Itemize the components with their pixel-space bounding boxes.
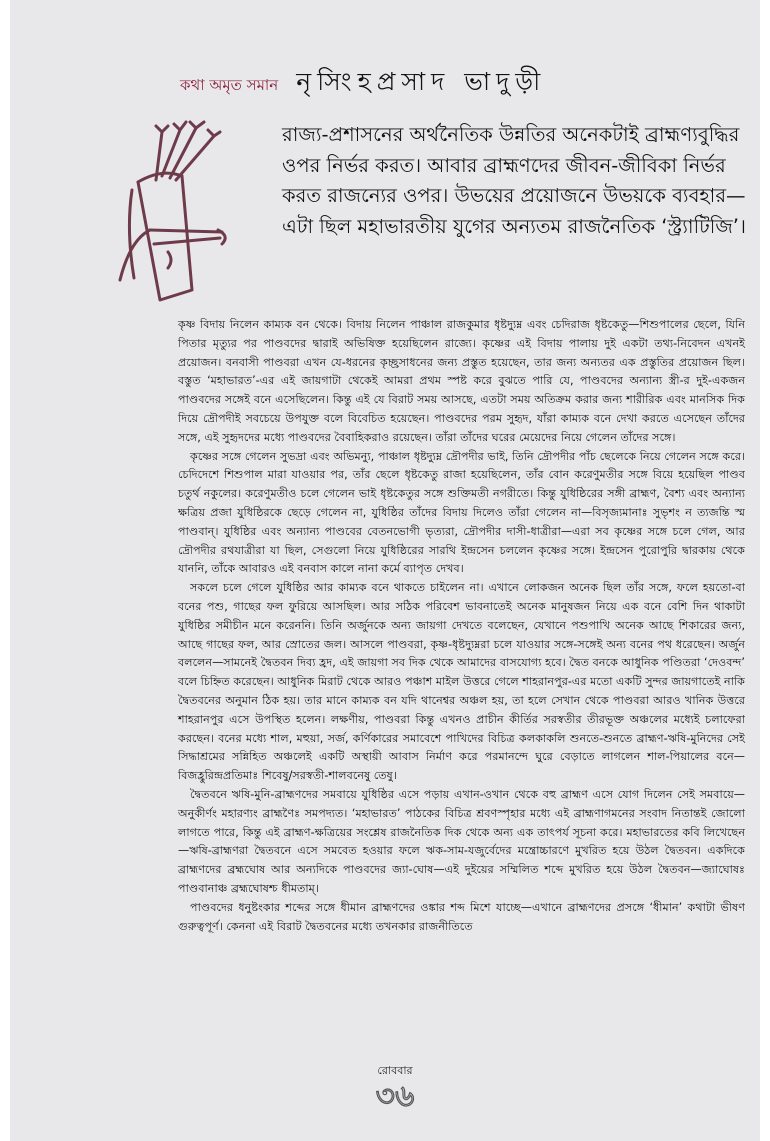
- paragraph: কৃষ্ণ বিদায় নিলেন কাম্যক বন থেকে। বিদায় নিলেন পাঞ্চাল রাজকুমার ধৃষ্টদ্যুম্ন এবং চেদিরাজ ধৃষ্টকেতু—শিশুপালের ছেলে, যিনি পিতার মৃত্যুর পর পাণ্ডবদের দ্বারাই অভিষিক্ত হয়েছিলেন রাজ্যে। কৃষ্ণের এই বিদায় পালায় দুই একটা তথ্য-নিবেদন এখনই প্রয়োজন। বনবাসী পাণ্ডবরা এখন যে-ধরনের কৃচ্ছ্রসাধনের জন্য প্রস্তুত হয়েছেন, তার জন্য অন্যতর এক প্রস্তুতির প্রয়োজন ছিল। বস্তুত ‘মহাভারত’-এর এই জায়গাটা থেকেই আমরা প্রথম স্পষ্ট করে বুঝতে পারি যে, পাণ্ডবদের অন্যান্য স্ত্রী-র দুই-একজন পাণ্ডবদের সঙ্গেই বনে এসেছিলেন। কিন্তু এই যে বিরাট সময় আসছে, এতটা সময় অতিক্রম করার জন্য শারীরিক এবং মানসিক দিক দিয়ে দ্রৌপদীই সবচেয়ে উপযুক্ত বলে বিবেচিত হয়েছেন। পাণ্ডবদের পরম সুহৃদ, যাঁরা কাম্যক বনে দেখা করতে এসেছেন তাঁদের সঙ্গে, এই সুহৃদদের মধ্যে পাণ্ডবদের বৈবাহিকরাও রয়েছেন। তাঁরা তাঁদের ঘরের মেয়েদের নিয়ে গেলেন তাঁদের সঙ্গে।: [178, 318, 745, 444]
- paragraph: পাণ্ডবদের ধনুষ্টংকার শব্দের সঙ্গে ধীমান ব্রাহ্মণদের ওঙ্কার শব্দ মিশে যাচ্ছে—এখানে ব্রাহ্মণদের প্রসঙ্গে ‘ধীমান’ কথাটা ভীষণ গুরুত্বপূর্ণ। কেননা এই বিরাট দ্বৈতবনের মধ্যে তখনকার রাজনীতিতে: [178, 900, 745, 933]
- series-title: কথা অমৃত সমান: [180, 76, 279, 94]
- paragraph: দ্বৈতবনে ঋষি-মুনি-ব্রাহ্মণদের সমবায়ে যুধিষ্ঠির এসে পড়ায় এখান-ওখান থেকে বহু ব্রাহ্মণ এসে যোগ দিলেন সেই সমবায়ে—অনুকীর্ণং মহারণ্যং ব্রাহ্মণৈঃ সমপদ্যত। ‘মহাভারত’ পাঠকের বিচিত্র শ্রবণস্পৃহার মধ্যে এই ব্রাহ্মণাগমনের সংবাদ নিতান্তই জোলো লাগতে পারে, কিন্তু এই ব্রাহ্মণ-ক্ষত্রিয়ের সংশ্লেষ রাজনৈতিক দিক থেকে অন্য এক তাৎপর্য সূচনা করে। মহাভারতের কবি লিখেছেন—ঋষি-ব্রাহ্মণরা দ্বৈতবনে এসে সমবেত হওয়ার ফলে ঋক-সাম-যজুর্বেদের মন্ত্রোচ্চারণে মুখরিত হয়ে উঠল দ্বৈতবন। একদিকে ব্রাহ্মণদের ব্রহ্মঘোষ আর অন্যদিকে পাণ্ডবদের জ্যা-ঘোষ—এই দুইয়ের সম্মিলিত শব্দে মুখরিত হয়ে উঠল দ্বৈতবন—জ্যাঘোষঃ পাণ্ডবানাঞ্চ ব্রহ্মঘোষশ্চ ধীমতাম্।: [178, 787, 745, 895]
- author-name: নৃসিংহপ্রসাদ ভাদুড়ী: [296, 67, 547, 96]
- publication-day: রোববার: [377, 1064, 413, 1077]
- article-header: [180, 62, 740, 102]
- paragraph: সকলে চলে গেলে যুধিষ্ঠির আর কাম্যক বনে থাকতে চাইলেন না। এখানে লোকজন অনেক ছিল তাঁর সঙ্গে, ফলে হয়তো-বা বনের পশু, গাছের ফল ফুরিয়ে আসছিল। আর সঠিক পরিবেশ ভাবনাতেই অনেক মানুষজন নিয়ে এক বনে বেশি দিন থাকাটা যুধিষ্ঠির সমীচীন মনে করেননি। তিনি অর্জুনকে অন্য জায়গা দেখতে বলেছেন, যেখানে পশুপাখি অনেক আছে শিকারের জন্য, আছে গাছের ফল, আর স্রোতের জল। আসলে পাণ্ডবরা, কৃষ্ণ-ধৃষ্টদ্যুম্নরা চলে যাওয়ার সঙ্গে-সঙ্গেই অন্য বনের পথ ধরেছেন। অর্জুন বললেন—সামনেই দ্বৈতবন দিব্য হ্রদ, এই জায়গা সব দিক থেকে আমাদের বাসযোগ্য হবে। দ্বৈত বনকে আধুনিক পণ্ডিতরা ‘দেওবন্দ’ বলে চিহ্নিত করেছেন। আধুনিক মিরাট থেকে আরও পঞ্চাশ মাইল উত্তরে গেলে শাহরানপুর-এর মতো একটি সুন্দর জায়গাতেই নাকি দ্বৈতবনের অনুমান ঠিক হয়। তার মানে কাম্যক বন যদি থানেশ্বর অঞ্চল হয়, তা হলে সেখান থেকে পাণ্ডবরা আরও খানিক উত্তরে শাহরানপুর এসে উপস্থিত হলেন। লক্ষণীয়, পাণ্ডবরা কিন্তু এখনও প্রাচীন কীর্তির সরস্বতীর তীরভূক্ত অঞ্চলের মধ্যেই চলাফেরা করছেন। বনের মধ্যে শাল, মহুয়া, সর্জ, কর্ণিকারের সমাবেশে পাখিদের বিচিত্র কলকাকলি শুনতে-শুনতে ব্রাহ্মণ-ঋষি-মুনিদের সেই সিদ্ধাশ্রমের সন্নিহিত অঞ্চলেই একটি অস্থায়ী আবাস নির্মাণ করে পরমানন্দে ঘুরে বেড়াতে লাগলেন শাল-পিয়ালের বনে—বিজহ্রুরিন্দ্রপ্রতিমাঃ শিবেষু/সরস্বতী-শালবনেষু তেষু।: [178, 581, 745, 783]
- page-footer: [350, 1062, 440, 1112]
- page-number: ৩৬: [375, 1079, 415, 1114]
- magazine-page: [10, 0, 760, 1141]
- paragraph: কৃষ্ণের সঙ্গে গেলেন সুভদ্রা এবং অভিমন্যু, পাঞ্চাল ধৃষ্টদ্যুম্ন দ্রৌপদীর ভাই, তিনি দ্রৌপদীর পাঁচ ছেলেকে নিয়ে গেলেন সঙ্গে করে। চেদিদেশে শিশুপাল মারা যাওয়ার পর, তাঁর ছেলে ধৃষ্টকেতু রাজা হয়েছিলেন, তাঁর বোন করেণুমতীর সঙ্গে বিয়ে হয়েছিল পাণ্ডব চতুর্থ নকুলের। করেণুমতীও চলে গেলেন ভাই ধৃষ্টকেতুর সঙ্গে শুক্তিমতী নগরীতে। কিন্তু যুধিষ্ঠিরের সঙ্গী ব্রাহ্মণ, বৈশ্য এবং অন্যান্য ক্ষত্রিয় প্রজা যুধিষ্ঠিরকে ছেড়ে গেলেন না, যুধিষ্ঠির তাঁদের বিদায় দিলেও তাঁরা গেলেন না—বিসৃজ্যমানাঃ সুভৃশং ন ত্যজন্তি স্ম পাণ্ডবান্। যুধিষ্ঠির এবং অন্যান্য পাণ্ডবের বেতনভোগী ভৃত্যরা, দ্রৌপদীর দাসী-ধাত্রীরা—এরা সব কৃষ্ণের সঙ্গে চলে গেল, আর দ্রৌপদীর রথযাত্রীরা যা ছিল, সেগুলো নিয়ে যুধিষ্ঠিরের সারথি ইন্দ্রসেন চললেন কৃষ্ণের সঙ্গে। ইন্দ্রসেন পুরোপুরি দ্বারকায় থেকে যাননি, তাঁকে আবারও এই বনবাস কালে নানা কর্মে ব্যাপৃত দেখব।: [178, 449, 745, 576]
- pull-quote: রাজ্য-প্রশাসনের অর্থনৈতিক উন্নতির অনেকটাই ব্রাহ্মণ্যবুদ্ধির ওপর নির্ভর করত। আবার ব্রাহ্মণদের জীবন-জীবিকা নির্ভর করত রাজন্যের ওপর। উভয়ের প্রয়োজনে উভয়কে ব্যবহার—এটা ছিল মহাভারতীয় যুগের অন্যতম রাজনৈতিক ‘স্ট্র্যাটিজি’।: [282, 123, 746, 238]
- quiver-arrows-icon: [110, 110, 280, 310]
- article-body: [178, 316, 745, 936]
